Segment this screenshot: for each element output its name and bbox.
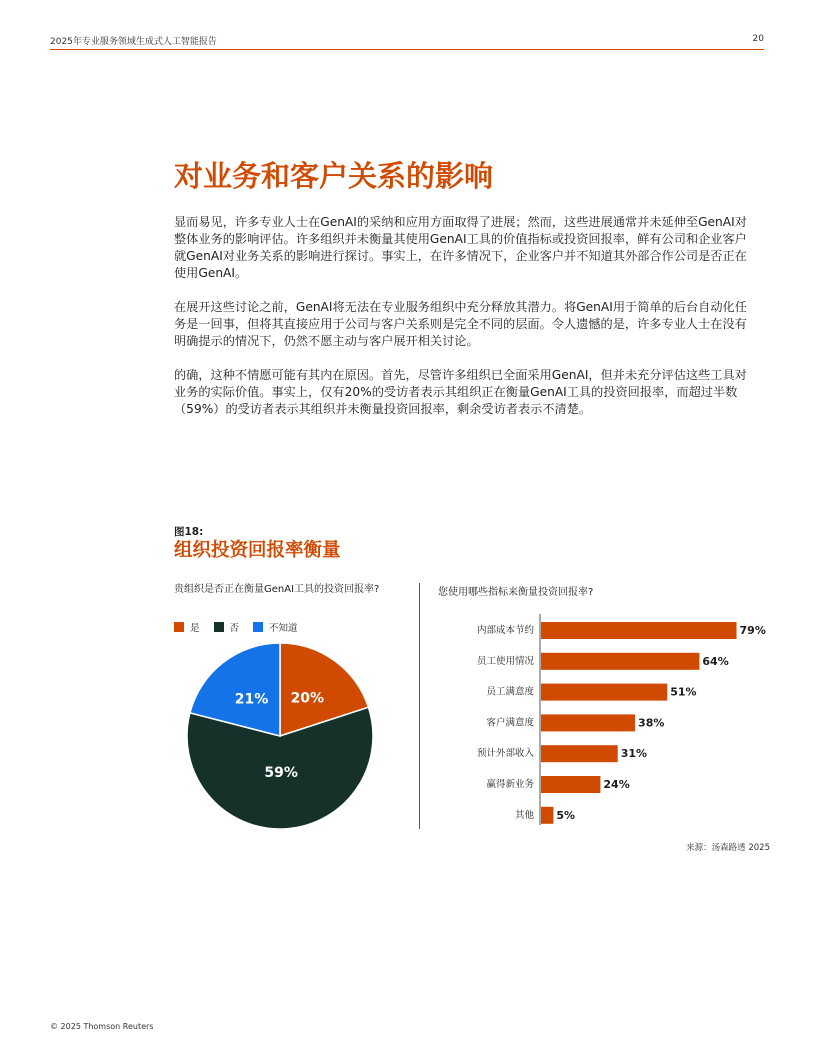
bar-value-label: 64% xyxy=(702,654,729,668)
figure-number: 图18: xyxy=(174,526,204,538)
bar xyxy=(541,714,635,731)
bar-chart xyxy=(430,610,780,825)
bar-category-label: 预计外部收入 xyxy=(476,748,534,760)
pie-label-yes: 20% xyxy=(290,690,325,707)
bar-value-label: 5% xyxy=(556,808,576,822)
bar-category-label: 客户满意度 xyxy=(486,717,534,729)
pie-chart-question: 贵组织是否正在衡量GenAI工具的投资回报率? xyxy=(174,584,380,595)
chart-divider xyxy=(419,583,420,829)
bar-category-label: 员工满意度 xyxy=(486,686,534,698)
legend-label-no: 否 xyxy=(229,623,240,634)
pie-label-no: 59% xyxy=(264,765,298,782)
legend-item-yes xyxy=(174,620,200,634)
bar-value-label: 24% xyxy=(603,778,630,791)
pie-legend xyxy=(174,620,312,634)
body-paragraph-1: 显而易见，许多专业人士在GenAI的采纳和应用方面取得了进展；然而，这些进展通常并未延伸至GenAI对整体业务的影响评估。许多组织并未衡量其使用GenAI工具的价值指标或投资回报率，鲜有公司和企业客户就GenAI对业务关系的影响进行探讨。事实上，在许多情况下，企业客户并不知道其外部合作公司是否正在使用GenAI。 xyxy=(174,215,747,280)
figure-source: 来源：汤森路透 2025 xyxy=(686,843,770,853)
bar xyxy=(541,653,699,670)
page-number: 20 xyxy=(752,34,764,44)
pie-chart xyxy=(176,635,386,835)
body-paragraph-3: 的确，这种不情愿可能有其内在原因。首先，尽管许多组织已全面采用GenAI，但并未充分评估这些工具对业务的实际价值。事实上，仅有20%的受访者表示其组织正在衡量GenAI工具的投资回报率，而超过半数（59%）的受访者表示其组织并未衡量投资回报率，剩余受访者表示不清楚。 xyxy=(174,368,747,416)
body-paragraph-2: 在展开这些讨论之前，GenAI将无法在专业服务组织中充分释放其潜力。将GenAI用于简单的后台自动化任务是一回事，但将其直接应用于公司与客户关系则是完全不同的层面。令人遗憾的是，许多专业人士在没有明确提示的情况下，仍然不愿主动与客户展开相关讨论。 xyxy=(174,300,747,348)
legend-swatch-no xyxy=(214,622,224,632)
bar-value-label: 79% xyxy=(739,624,766,637)
bar-value-label: 51% xyxy=(670,685,697,699)
legend-item-unknown xyxy=(253,620,298,634)
header-rule xyxy=(50,49,764,50)
bar-category-label: 赢得新业务 xyxy=(486,779,534,790)
bar-chart-question: 您使用哪些指标来衡量投资回报率? xyxy=(438,587,594,598)
section-heading: 对业务和客户关系的影响 xyxy=(174,159,494,193)
bar xyxy=(541,807,553,824)
bar xyxy=(541,684,667,701)
bar xyxy=(541,622,737,639)
legend-item-no xyxy=(214,620,240,634)
bar xyxy=(541,745,618,762)
legend-label-unknown: 不知道 xyxy=(269,623,298,634)
bar-category-label: 内部成本节约 xyxy=(476,625,534,636)
copyright-footer: © 2025 Thomson Reuters xyxy=(50,1022,154,1031)
legend-swatch-yes xyxy=(174,622,184,632)
bar-category-label: 员工使用情况 xyxy=(476,655,534,667)
legend-swatch-unknown xyxy=(253,622,263,632)
figure-title: 组织投资回报率衡量 xyxy=(174,540,341,561)
bar-value-label: 31% xyxy=(620,747,648,761)
pie-label-unknown: 21% xyxy=(234,691,269,708)
bar xyxy=(541,776,600,793)
bar-value-label: 38% xyxy=(638,716,665,730)
bar-category-label: 其他 xyxy=(514,809,534,821)
report-title-header: 2025年专业服务领域生成式人工智能报告 xyxy=(50,37,217,47)
legend-label-yes: 是 xyxy=(190,623,200,634)
